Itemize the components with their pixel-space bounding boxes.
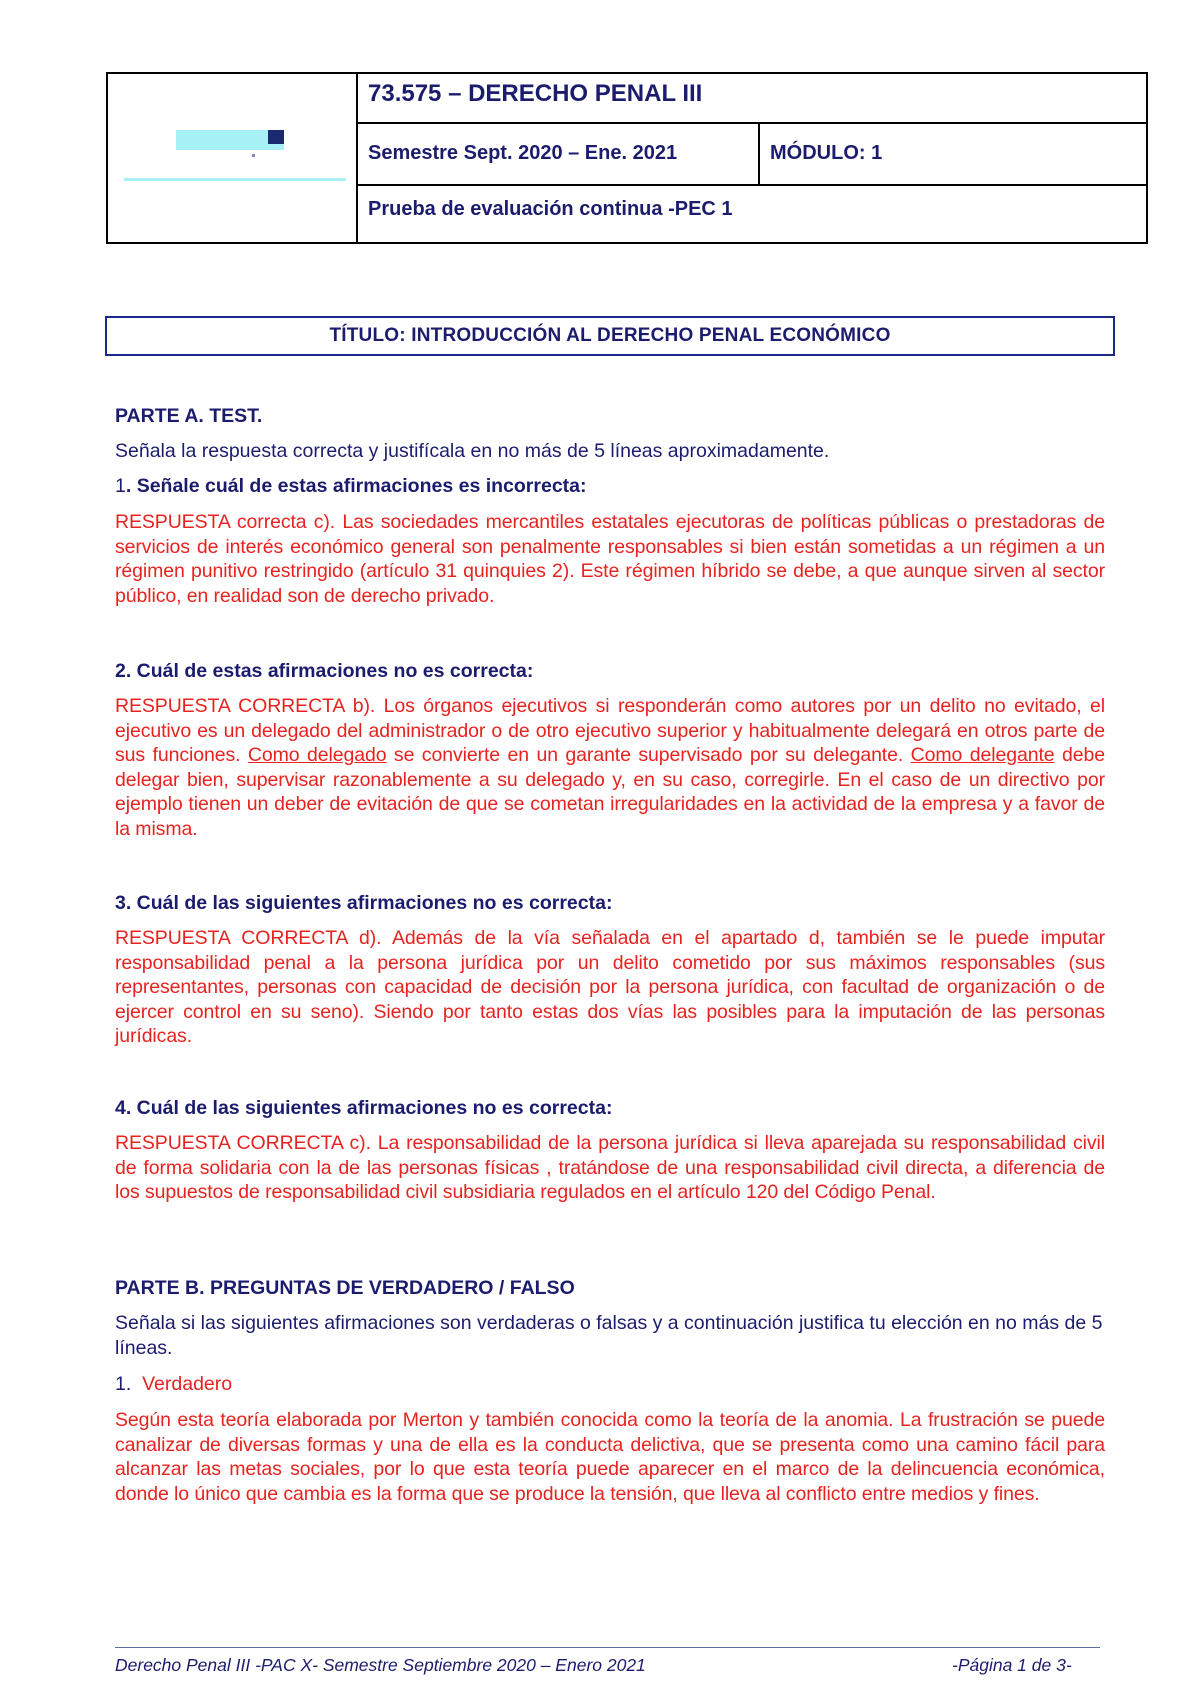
answer-2-underline-delegado: Como delegado <box>247 744 387 766</box>
answer-2-part2: se convierte en un garante supervisado por su delegante. <box>386 744 911 766</box>
header-cell-divider <box>758 124 760 184</box>
answer-4: RESPUESTA CORRECTA c). La responsabilidad de la persona jurídica si lleva aparejada su responsabilidad civil de forma solidaria con la de las personas físicas , tratándose de una responsabilidad civil directa, a diferencia de los supuestos de responsabilidad civil subsidiaria regulados en el artículo 120 del Código Penal. <box>115 1132 1105 1203</box>
part-a-instructions: Señala la respuesta correcta y justifícala en no más de 5 líneas aproximadamente. <box>115 440 830 462</box>
answer-2-part3: debe delegar bien, supervisar razonablemente a su delegado y, en su caso, corregirle. En el caso de un directivo por ejemplo tienen un deber de evitación de que se cometan irregularidades en la actividad de la empresa y a favor de la misma. <box>115 744 1105 840</box>
document-title: TÍTULO: INTRODUCCIÓN AL DERECHO PENAL ECONÓMICO <box>105 316 1115 356</box>
answer-1: RESPUESTA correcta c). Las sociedades mercantiles estatales ejecutoras de políticas públicas o prestadoras de servicios de interés económico general son penalmente responsables si bien están sometidas a un régimen a un régimen punitivo restringido (artículo 31 quinquies 2). Este régimen híbrido se debe, a que aunque sirven al sector público, en realidad son de derecho privado. <box>115 511 1105 607</box>
tf-question-1 <box>115 1372 1105 1397</box>
answer-3: RESPUESTA CORRECTA d). Además de la vía señalada en el apartado d, también se le puede imputar responsabilidad penal a la persona jurídica por un delito cometido por sus máximos responsables (sus representantes, personas con capacidad de decisión por la persona jurídica, con facultad de organización o de ejercer control en su seno). Siendo por tanto estas dos vías las posibles para la imputación de las personas jurídicas. <box>115 927 1105 1047</box>
question-1-number: 1 <box>115 475 126 497</box>
tf-question-1-number: 1. <box>115 1373 132 1395</box>
question-1 <box>115 474 1105 499</box>
question-2: 2. Cuál de estas afirmaciones no es correcta: <box>115 660 534 682</box>
logo-mark <box>268 130 284 144</box>
part-b-instructions: Señala si las siguientes afirmaciones son verdaderas o falsas y a continuación justifica tu elección en no más de 5 líneas. <box>115 1312 1103 1359</box>
logo-underline <box>124 178 346 181</box>
header-row-assignment <box>358 186 1146 242</box>
module-label: MÓDULO: 1 <box>770 142 883 164</box>
header-row-semester <box>358 124 1146 186</box>
footer-page-number: -Página 1 de 3- <box>952 1655 1072 1675</box>
question-4: 4. Cuál de las siguientes afirmaciones no es correcta: <box>115 1097 613 1119</box>
question-1-text: . Señale cuál de estas afirmaciones es incorrecta: <box>125 475 587 497</box>
question-3: 3. Cuál de las siguientes afirmaciones no es correcta: <box>115 892 613 914</box>
answer-2 <box>115 694 1105 841</box>
part-b-heading: PARTE B. PREGUNTAS DE VERDADERO / FALSO <box>115 1277 575 1299</box>
footer-divider <box>115 1647 1100 1648</box>
course-title: 73.575 – DERECHO PENAL III <box>368 80 703 107</box>
header-table <box>106 72 1148 244</box>
footer-course-info: Derecho Penal III -PAC X- Semestre Septiembre 2020 – Enero 2021 <box>115 1655 646 1675</box>
part-a-heading: PARTE A. TEST. <box>115 405 263 427</box>
tf-justification-1: Según esta teoría elaborada por Merton y también conocida como la teoría de la anomia. La frustración se puede canalizar de diversas formas y una de ella es la conducta delictiva, que se presenta como una camino fácil para alcanzar las metas sociales, por lo que esta teoría puede aparecer en el marco de la delincuencia económica, donde lo único que cambia es la forma que se produce la tensión, que lleva al conflicto entre medios y fines. <box>115 1409 1105 1505</box>
assignment-label: Prueba de evaluación continua -PEC 1 <box>368 198 733 220</box>
logo-cell <box>108 74 358 242</box>
logo-dot <box>252 154 255 157</box>
tf-question-1-answer: Verdadero <box>142 1373 233 1395</box>
answer-2-underline-delegante: Como delegante <box>910 744 1055 766</box>
header-row-course <box>358 74 1146 124</box>
semester-label: Semestre Sept. 2020 – Ene. 2021 <box>368 142 678 164</box>
answer-2-part1: RESPUESTA CORRECTA b). Los órganos ejecutivos si responderán como autores por un delito no evitado, el ejecutivo es un delegado del administrador o de otro ejecutivo superior y habitualmente delegará en otros parte de sus funciones. <box>115 695 1105 766</box>
